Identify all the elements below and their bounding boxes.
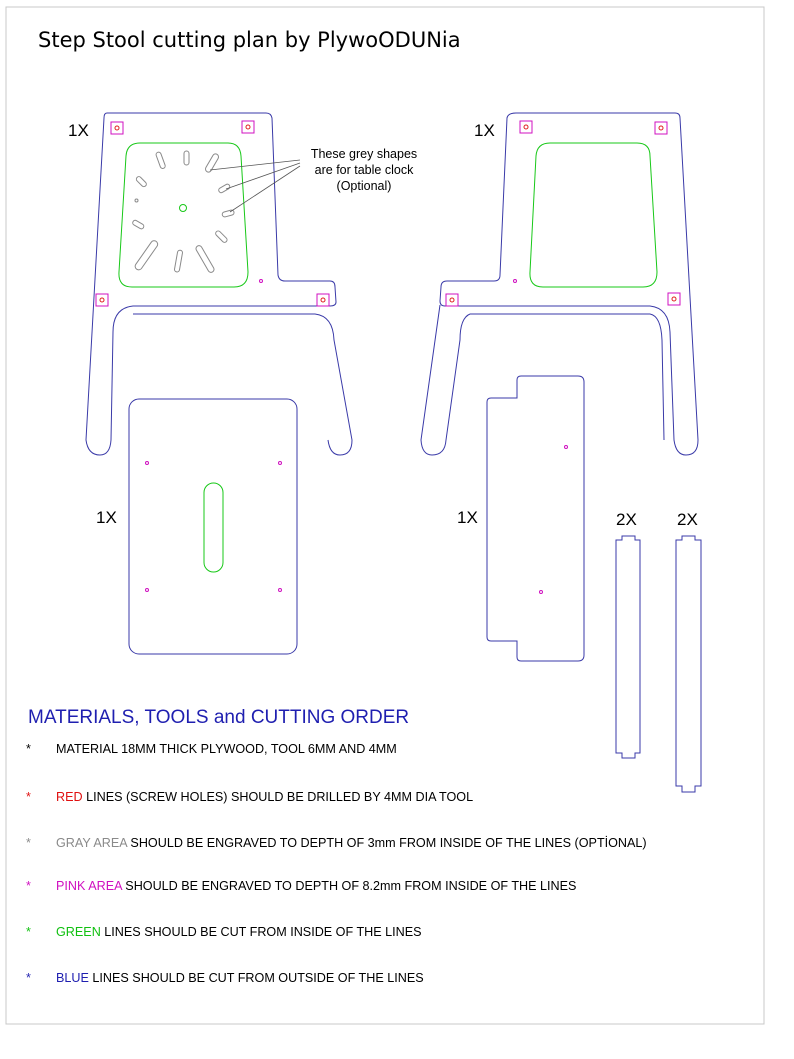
rule-bullet: * [26, 742, 31, 756]
rule-text [56, 742, 397, 756]
strip-b-outline [676, 536, 701, 792]
page-title: Step Stool cutting plan by PlywoODUNia [38, 28, 461, 52]
rule-bullet: * [26, 836, 31, 850]
qty-label-front-panel: 1X [457, 508, 478, 527]
front-panel-screw-holes [540, 446, 568, 594]
front-panel-outline [487, 376, 584, 661]
rule-description: SHOULD BE ENGRAVED TO DEPTH OF 3mm FROM INSIDE OF THE LINES (OPTİONAL) [126, 836, 647, 850]
rule-description: SHOULD BE ENGRAVED TO DEPTH OF 8.2mm FROM INSIDE OF THE LINES [121, 879, 577, 893]
materials-heading: MATERIALS, TOOLS and CUTTING ORDER [28, 707, 410, 728]
clock-note-line-1: These grey shapes [310, 147, 418, 161]
top-panel-green-slot [204, 483, 223, 572]
rule-text [56, 836, 647, 850]
rule-description: LINES SHOULD BE CUT FROM OUTSIDE OF THE LINES [88, 971, 424, 985]
rule-color-keyword: GREEN [56, 925, 101, 939]
right-panel-green-cutout [530, 143, 657, 287]
qty-label-strip-a: 2X [616, 510, 637, 529]
right-side-panel-outline [440, 113, 698, 455]
rule-bullet: * [26, 925, 31, 939]
clock-note [298, 146, 430, 194]
rule-description: MATERIAL 18MM THICK PLYWOOD, TOOL 6MM AND 4MM [56, 742, 397, 756]
rule-color-keyword: BLUE [56, 971, 89, 985]
rule-color-keyword: GRAY AREA [56, 836, 127, 850]
strip-a-outline [616, 536, 640, 758]
rule-color-keyword: RED [56, 790, 83, 804]
clock-note-line-3: (Optional) [336, 179, 392, 193]
right-panel-pink-holes [446, 121, 680, 306]
rule-text [56, 790, 473, 804]
qty-label-top-panel: 1X [96, 508, 117, 527]
rule-text [56, 971, 424, 985]
right-side-leg-left-outline [421, 305, 664, 455]
clock-note-line-2: are for table clock [314, 163, 414, 177]
rule-text [56, 879, 576, 893]
rule-bullet: * [26, 971, 31, 985]
rule-description: LINES SHOULD BE CUT FROM INSIDE OF THE LINES [100, 925, 422, 939]
rule-bullet: * [26, 879, 31, 893]
qty-label-left-side: 1X [68, 121, 89, 140]
left-side-leg-right [133, 314, 352, 455]
rule-color-keyword: PINK AREA [56, 879, 122, 893]
rule-text [56, 925, 422, 939]
qty-label-strip-b: 2X [677, 510, 698, 529]
left-panel-pink-holes [96, 121, 329, 306]
rule-description: LINES (SCREW HOLES) SHOULD BE DRILLED BY 4MM DIA TOOL [82, 790, 474, 804]
top-panel-outline [129, 399, 297, 654]
qty-label-right-side: 1X [474, 121, 495, 140]
left-panel-green-cutout [119, 143, 248, 287]
rule-bullet: * [26, 790, 31, 804]
